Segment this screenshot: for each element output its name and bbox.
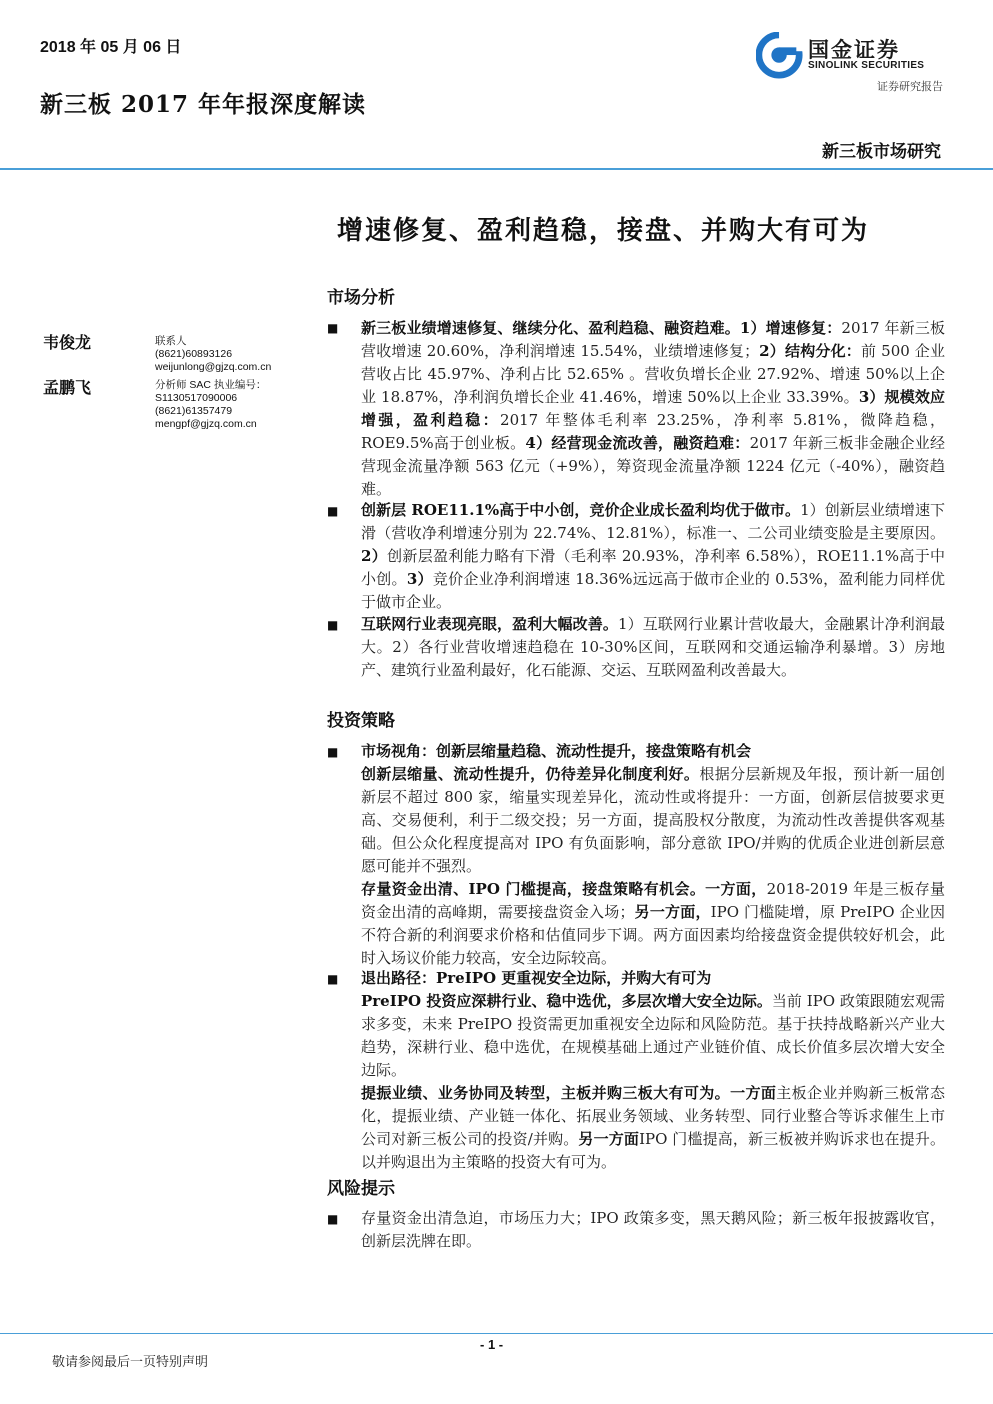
author-contact-2 [155, 379, 266, 431]
page-number: - 1 - [480, 1337, 504, 1352]
report-series-title: 新三板 2017 年年报深度解读 [40, 91, 367, 118]
bullet-square-icon: ■ [327, 972, 339, 986]
contact-phone: (8621)60893126 [155, 348, 233, 360]
bullet-square-icon: ■ [327, 504, 339, 518]
author-name-1: 韦俊龙 [43, 333, 92, 352]
author-contact-1 [155, 335, 271, 374]
footer-disclaimer: 敬请参阅最后一页特别声明 [52, 1355, 209, 1370]
report-date: 2018 年 05 月 06 日 [40, 39, 182, 56]
header-divider [0, 168, 993, 170]
logo-chinese-name: 国金证券 [808, 39, 900, 62]
bullet-square-icon: ■ [327, 321, 339, 335]
sinolink-logo-icon [756, 32, 804, 80]
heading-investment-strategy: 投资策略 [327, 711, 395, 731]
contact-label: 分析师 SAC 执业编号： [155, 379, 267, 391]
contact-label: 联系人 [155, 335, 187, 347]
contact-sac-id: S1130517090006 [155, 392, 238, 404]
heading-market-analysis: 市场分析 [327, 288, 395, 308]
logo-subtitle: 证券研究报告 [877, 80, 943, 93]
section-tag: 新三板市场研究 [822, 142, 941, 162]
market-paragraph-2: 创新层 ROE11.1%高于中小创，竞价企业成长盈利均优于做市。1）创新层业绩增速下滑（营收净利增速分别为 22.74%、12.81%），标准一、二公司业绩变脸是主要原因。2）创新层盈利能力略有下滑（毛利率 20.93%，净利率 6.58%），ROE11.1%高于中小创。3）竞价企业净利润增速 18.36%远远高于做市企业的 0.53%，盈利能力同样优于做市企业。 [361, 501, 946, 611]
heading-risk: 风险提示 [327, 1179, 395, 1199]
logo-english-name: SINOLINK SECURITIES [808, 60, 925, 71]
bullet-square-icon: ■ [327, 1212, 339, 1226]
contact-email[interactable]: weijunlong@gjzq.com.cn [155, 361, 272, 373]
author-name-2: 孟鹏飞 [43, 378, 92, 397]
strategy-block-2: 退出路径：PreIPO 更重视安全边际，并购大有可为 PreIPO 投资应深耕行业、稳中选优，多层次增大安全边际。当前 IPO 政策跟随宏观需求多变，未来 PreIPO 投资需更加重视安全边际和风险防范。基于扶持战略新兴产业大趋势，深耕行业、稳中选优，在规模基础上通过产业链价值、成长价值多层次增大安全边际。 提振业绩、业务协同及转型，主板并购三板大有可为。一方面主板企业并购新三板常态化，提振业绩、产业链一体化、拓展业务领域、业务转型、同行业整合等诉求催生上市公司对新三板公司的投资/并购。另一方面IPO 门槛提高，新三板被并购诉求也在提升。以并购退出为主策略的投资大有可为。 [361, 969, 946, 1171]
market-paragraph-1: 新三板业绩增速修复、继续分化、盈利趋稳、融资趋难。1）增速修复：2017 年新三板营收增速 20.60%，净利润增速 15.54%，业绩增速修复；2）结构分化：前 500 企业营收占比 45.97%、净利占比 52.65% 。营收负增长企业 27.92%、增速 50%以上企业 18.87%，净利润负增长企业 41.46%，增速 50%以上企业 33.39%。3）规模效应增强，盈利趋稳：2017 年整体毛利率 23.25%，净利率 5.81%，微降趋稳，ROE9.5%高于创业板。4）经营现金流改善，融资趋难：2017 年新三板非金融企业经营现金流量净额 563 亿元（+9%），筹资现金流量净额 1224 亿元（-40%），融资趋难。 [361, 319, 945, 498]
footer-divider [0, 1333, 993, 1334]
main-title: 增速修复、盈利趋稳，接盘、并购大有可为 [337, 216, 870, 246]
bullet-square-icon: ■ [327, 618, 339, 632]
contact-email[interactable]: mengpf@gjzq.com.cn [155, 418, 257, 430]
contact-phone: (8621)61357479 [155, 405, 233, 417]
risk-paragraph: 存量资金出清急迫，市场压力大；IPO 政策多变，黑天鹅风险；新三板年报披露收官，创新层洗牌在即。 [361, 1209, 945, 1250]
strategy-block-1: 市场视角：创新层缩量趋稳、流动性提升，接盘策略有机会 创新层缩量、流动性提升，仍待差异化制度利好。根据分层新规及年报，预计新一届创新层不超过 800 家，缩量实现差异化，流动性或将提升：一方面，创新层信披要求更高、交易便利，利于二级交投；另一方面，提高股权分散度，为流动性改善提供客观基础。但公众化程度提高对 IPO 有负面影响，部分意欲 IPO/并购的优质企业进创新层意愿可能并不强烈。 存量资金出清、IPO 门槛提高，接盘策略有机会。一方面，2018-2019 年是三板存量资金出清的高峰期，需要接盘资金入场；另一方面，IPO 门槛陡增，原 PreIPO 企业因不符合新的利润要求价格和估值同步下调。两方面因素均给接盘资金提供较好机会，此时入场议价能力较高，安全边际较高。 [361, 742, 945, 967]
bullet-square-icon: ■ [327, 745, 339, 759]
market-paragraph-3: 互联网行业表现亮眼，盈利大幅改善。1）互联网行业累计营收最大，金融累计净利润最大。2）各行业营收增速趋稳在 10-30%区间，互联网和交通运输净利暴增。3）房地产、建筑行业盈利最好，化石能源、交运、互联网盈利改善最大。 [361, 615, 945, 679]
